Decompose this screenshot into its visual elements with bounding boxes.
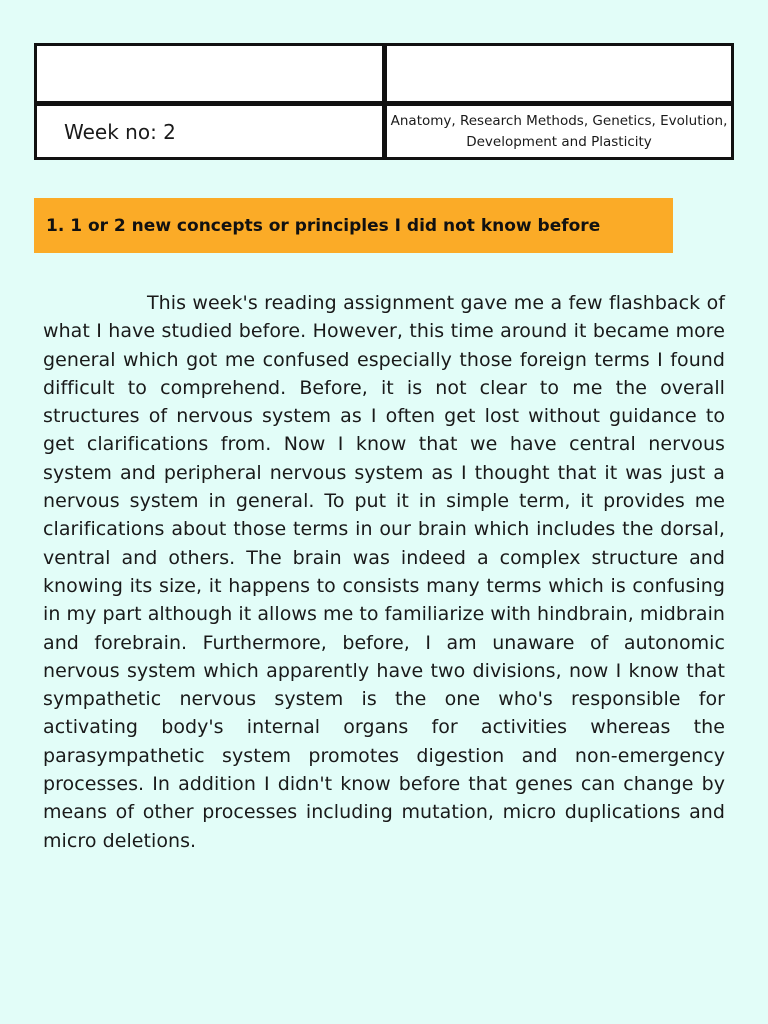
header-cell-top-right [387, 46, 731, 101]
header-table [34, 43, 734, 160]
header-cell-top-left [37, 46, 382, 101]
topics-cell [387, 106, 731, 157]
section-heading: 1. 1 or 2 new concepts or principles I did not know before [46, 215, 601, 236]
week-label: Week no: 2 [64, 119, 176, 144]
section-heading-box [34, 198, 673, 253]
week-cell [37, 106, 382, 157]
body-paragraph: This week's reading assignment gave me a few flashback of what I have studied before. However, this time around it became more general which got me confused especially those foreign terms I found difficult to comprehend. Before, it is not clear to me the overall structures of nervous system as I often get lost without guidance to get clarifications from. Now I know that we have central nervous system and peripheral nervous system as I thought that it was just a nervous system in general. To put it in simple term, it provides me clarifications about those terms in our brain which includes the dorsal, ventral and others. The brain was indeed a complex structure and knowing its size, it happens to consists many terms which is confusing in my part although it allows me to familiarize with hindbrain, midbrain and forebrain. Furthermore, before, I am unaware of autonomic nervous system which apparently have two divisions, now I know that sympathetic nervous system is the one who's responsible for activating body's internal organs for activities whereas the parasympathetic system promotes digestion and non-emergency processes. In addition I didn't know before that genes can change by means of other processes including mutation, micro duplications and micro deletions. [43, 292, 725, 852]
topics-text: Anatomy, Research Methods, Genetics, Evolution, Development and Plasticity [390, 112, 728, 150]
